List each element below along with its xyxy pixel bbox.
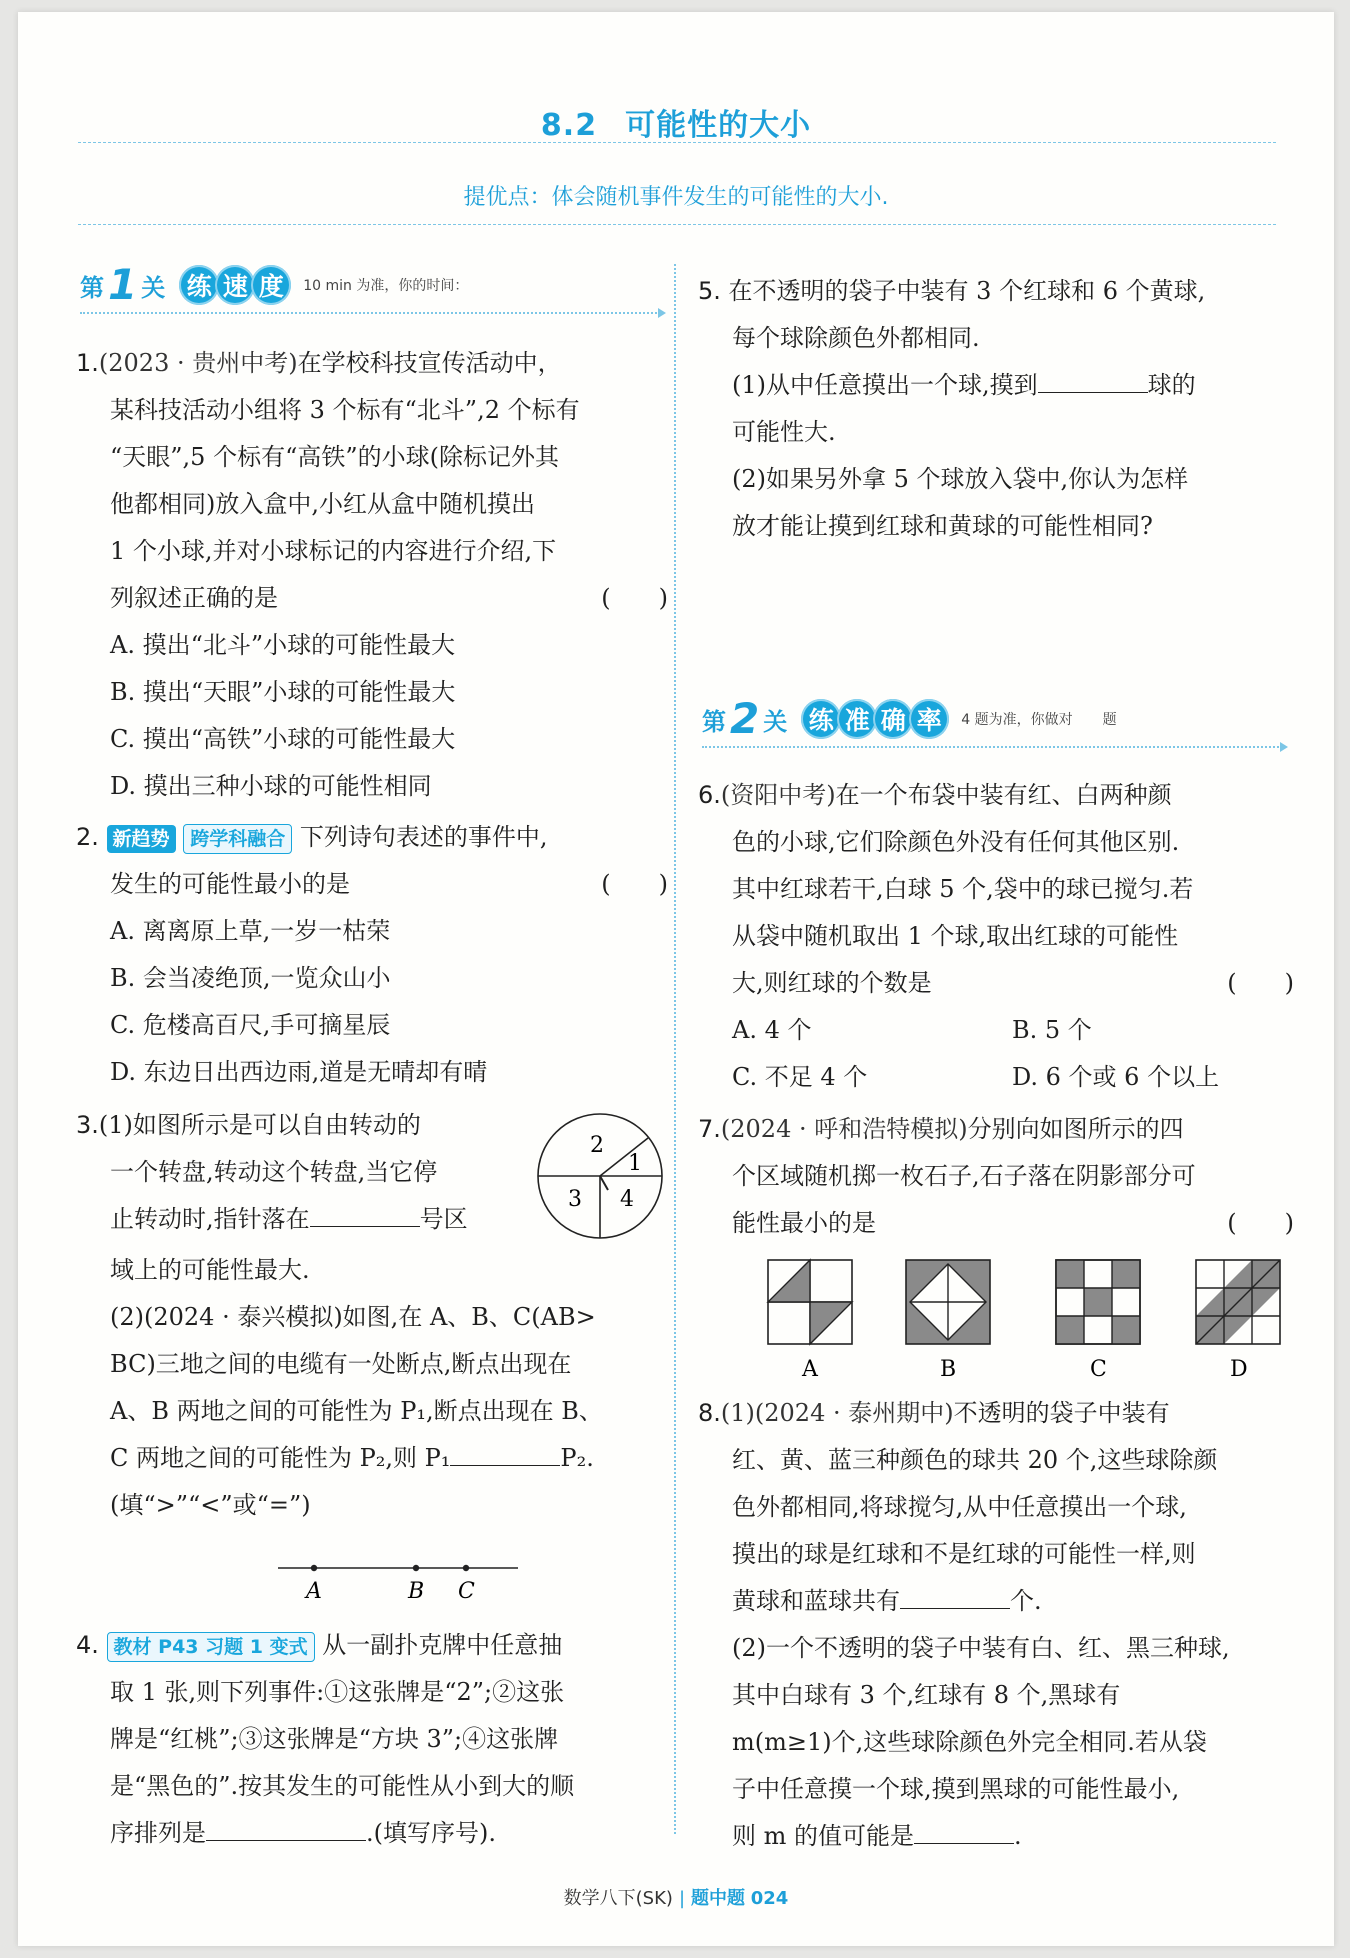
region-figures: [748, 1252, 1308, 1382]
question-5: 5. 在不透明的袋子中装有 3 个红球和 6 个黄球, 每个球除颜色外都相同. (1)从中任意摸出一个球,摸到 球的 可能性大. (2)如果另外拿 5 个球放入袋中,你认为怎样 放才能让摸到红球和黄球的可能性相同?: [698, 277, 1206, 540]
spinner-label-2: 2: [590, 1133, 604, 1158]
level-1-title: 练 速 度: [179, 265, 287, 305]
option-a[interactable]: A. 摸出“北斗”小球的可能性最大: [110, 631, 456, 659]
cross-subject-tag: 跨学科融合: [183, 824, 292, 854]
question-3: 3.(1)如图所示是可以自由转动的 一个转盘,转动这个转盘,当它停 止转动时,指针落在 号区 域上的可能性最大. (2)(2024 · 泰兴模拟)如图,在 A、B、C(AB> BC)三地之间的电缆有一处断点,断点出现在 A、B 两地之间的可能性为 P₁,断点出现在 B、 C 两地之间的可能性为 P₂,则 P₁ P₂. (填“>”“<”或“=”): [76, 1111, 603, 1519]
figure-d-label: D: [1230, 1357, 1248, 1382]
spinner-label-3: 3: [568, 1187, 582, 1212]
spinner-answer-blank[interactable]: [310, 1198, 420, 1227]
level-2-banner: 第 2 关 练 准 确 率 4 题为准，你做对 题: [702, 694, 1117, 743]
answer-bracket[interactable]: ( ): [601, 584, 668, 612]
color-answer-blank[interactable]: [1038, 364, 1148, 393]
time-note: 10 min 为准，你的时间：: [303, 278, 469, 294]
level-2-arrow: [702, 746, 1282, 748]
option-b[interactable]: B. 5 个: [1012, 1016, 1092, 1044]
spinner-figure: [534, 1110, 666, 1242]
figure-a-label: A: [802, 1357, 818, 1382]
option-d[interactable]: D. 6 个或 6 个以上: [1012, 1063, 1220, 1091]
question-7: 7.(2024 · 呼和浩特模拟)分别向如图所示的四 个区域随机掷一枚石子,石子落在阴影部分可 能性最小的是 ( ): [698, 1106, 1294, 1247]
page-footer: 数学八下(SK) | 题中题 024: [563, 1888, 789, 1909]
level-1-arrow: [80, 312, 660, 314]
option-b[interactable]: B. 会当凌绝顶,一览众山小: [110, 964, 391, 992]
answer-bracket[interactable]: ( ): [601, 870, 668, 898]
figure-a: [768, 1260, 852, 1382]
option-c[interactable]: C. 危楼高百尺,手可摘星辰: [110, 1011, 391, 1039]
compare-answer-blank[interactable]: [450, 1437, 560, 1466]
option-a[interactable]: A. 4 个: [732, 1016, 812, 1044]
focus-point: 提优点：体会随机事件发生的可能性的大小.: [463, 185, 889, 210]
question-1: 1.(2023 · 贵州中考)在学校科技宣传活动中， 某科技活动小组将 3 个标有“北斗”,2 个标有 “天眼”,5 个标有“高铁”的小球(除标记外其 他都相同)放入盒中,小红从盒中随机摸出 1 个小球,并对小球标记的内容进行介绍,下 列叙述正确的是 ( ) A. 摸出“北斗”小球的可能性最大 B. 摸出“天眼”小球的可能性最大 C. 摸出“高铁”小球的可能性最大 D. 摸出三种小球的可能性相同: [76, 340, 668, 810]
spinner-label-4: 4: [620, 1187, 634, 1212]
question-2: 2. 新趋势 跨学科融合 下列诗句表述的事件中, 发生的可能性最小的是 ( ) A. 离离原上草,一岁一枯荣 B. 会当凌绝顶,一览众山小 C. 危楼高百尺,手可摘星辰 D. 东边日出西边雨,道是无晴却有晴: [76, 814, 668, 1096]
question-6: 6.(资阳中考)在一个布袋中装有红、白两种颜 色的小球,它们除颜色外没有任何其他区别. 其中红球若干,白球 5 个,袋中的球已搅匀.若 从袋中随机取出 1 个球,取出红球的可能性 大,则红球的个数是 ( ) A. 4 个 B. 5 个 C. 不足 4 个 D. 6 个或 6 个以上: [698, 772, 1294, 1101]
figure-b-label: B: [940, 1357, 957, 1382]
spinner-label-1: 1: [628, 1151, 642, 1176]
answer-bracket[interactable]: ( ): [1227, 969, 1294, 997]
point-b-label: B: [408, 1579, 425, 1604]
score-note: 4 题为准，你做对 题: [961, 712, 1117, 728]
level-1-banner: 第 1 关 练 速 度 10 min 为准，你的时间：: [80, 260, 469, 309]
score-blank[interactable]: [1073, 710, 1103, 724]
option-a[interactable]: A. 离离原上草,一岁一枯荣: [110, 917, 391, 945]
figure-c: [1056, 1260, 1140, 1382]
option-c[interactable]: C. 摸出“高铁”小球的可能性最大: [110, 725, 456, 753]
option-d[interactable]: D. 摸出三种小球的可能性相同: [110, 772, 432, 800]
trend-tag: 新趋势: [107, 825, 176, 853]
page-number: 024: [750, 1888, 789, 1909]
figure-d: [1196, 1260, 1280, 1382]
section-title: 8.2 可能性的大小: [540, 108, 812, 143]
header-rule-bottom: [78, 224, 1276, 225]
header-rule-top: [78, 142, 1276, 143]
answer-bracket[interactable]: ( ): [1227, 1209, 1294, 1237]
ball-count-blank[interactable]: [900, 1580, 1010, 1609]
point-a-label: A: [306, 1579, 322, 1604]
figure-c-label: C: [1090, 1357, 1107, 1382]
worksheet-page: [18, 12, 1334, 1946]
point-c-label: C: [458, 1579, 475, 1604]
figure-b: [906, 1260, 990, 1382]
level-2-title: 练 准 确 率: [801, 699, 945, 739]
cable-line-figure: [268, 1556, 528, 1606]
option-d[interactable]: D. 东边日出西边雨,道是无晴却有晴: [110, 1058, 488, 1086]
question-4: 4. 教材 P43 习题 1 变式 从一副扑克牌中任意抽 取 1 张,则下列事件:①这张牌是“2”;②这张 牌是“红桃”;③这张牌是“方块 3”;④这张牌 是“黑色的”.按其发生的可能性从小到大的顺 序排列是 .(填写序号).: [76, 1631, 575, 1847]
m-value-blank[interactable]: [914, 1815, 1014, 1844]
question-8: 8.(1)(2024 · 泰州期中)不透明的袋子中装有 红、黄、蓝三种颜色的球共 20 个,这些球除颜 色外都相同,将球搅匀,从中任意摸出一个球, 摸出的球是红球和不是红球的可能性一样,则 黄球和蓝球共有 个. (2)一个不透明的袋子中装有白、红、黑三种球, 其中白球有 3 个,红球有 8 个,黑球有 m(m≥1)个,这些球除颜色外完全相同.若从袋 子中任意摸一个球,摸到黑球的可能性最小, 则 m 的值可能是 .: [698, 1399, 1230, 1850]
column-divider: [674, 264, 676, 1834]
order-answer-blank[interactable]: [206, 1812, 366, 1841]
option-c[interactable]: C. 不足 4 个: [732, 1063, 868, 1091]
textbook-tag: 教材 P43 习题 1 变式: [107, 1632, 315, 1662]
option-b[interactable]: B. 摸出“天眼”小球的可能性最大: [110, 678, 456, 706]
